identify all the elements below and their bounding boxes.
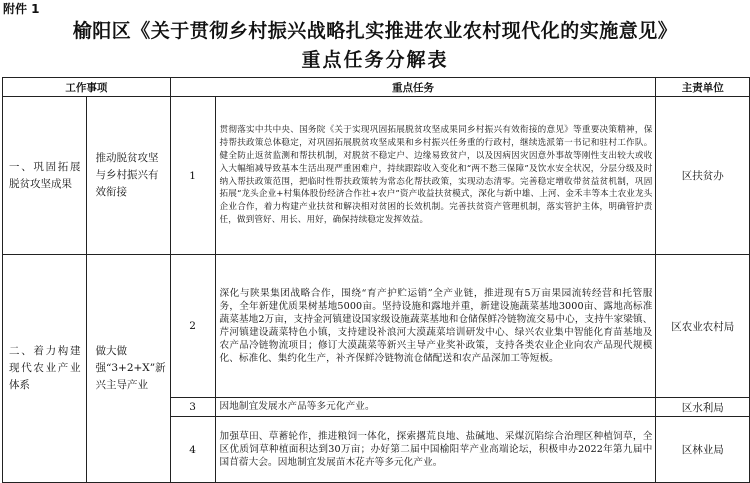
- task-description: 深化与陕果集团战略合作，围绕“育产护贮运销”全产业链，推进现有5万亩果园流转经营和托管服务，全年新建优质果树基地5000亩。坚持设施和露地并重，新建设施蔬菜基地3000亩、露地高标准蔬菜基地2万亩，支持金河镇建设国家级设施蔬菜基地和仓储保鲜冷链物流交易中心，支持牛家梁镇、芹河镇建设蔬菜特色小镇，支持建设补浪河大漠蔬菜培训研发中心、绿兴农业集中智能化育苗基地及农产品冷链物流项目；修订大漠蔬菜等新兴主导产业奖补政策，支持各类农业企业向农产品现代规模化、标准化、集约化生产，补齐保鲜冷链物流仓储配送和农产品深加工等短板。: [215, 255, 656, 398]
- task-description: 贯彻落实中共中央、国务院《关于实现巩固拓展脱贫攻坚成果同乡村振兴有效衔接的意见》等重要决策精神，保持帮扶政策总体稳定，对巩固拓展脱贫攻坚成果和乡村振兴任务重的行政村，继续选派第一书记和驻村工作队。健全防止返贫监测和帮扶机制，对脱贫不稳定户、边缘易致贫户，以及因病因灾因意外事故等刚性支出较大或收入大幅缩减导致基本生活出现严重困难户，持续跟踪收入变化和“两不愁三保障”及饮水安全状况，分层分级及时纳入帮扶政策范围，把临时性帮扶政策转为常态化帮扶政策，实现动态清零。完善稳定增收带贫益贫机制，巩固拓展“龙头企业+村集体股份经济合作社+农户”资产收益扶贫模式，深化与新中雄、上河、金禾丰等本土农业龙头企业合作，着力构建产业扶贫和解决相对贫困的长效机制。完善扶贫资产管理机制，落实管护主体，明确管护责任，做到管好、用长、用好，确保持续稳定发挥效益。: [215, 97, 656, 255]
- task-description: 因地制宜发展水产品等多元化产业。: [215, 398, 656, 417]
- table-row: [3, 97, 750, 255]
- lead-unit: 区林业局: [656, 417, 750, 483]
- lead-unit: 区农业农村局: [656, 255, 750, 398]
- header-work-item: 工作事项: [3, 78, 171, 97]
- table-row: [3, 255, 750, 398]
- document-subtitle: 重点任务分解表: [301, 49, 449, 71]
- attachment-label: 附件 1: [3, 2, 40, 16]
- action-cell: 做大做强“3+2+X”新兴主导产业: [87, 255, 170, 483]
- task-description: 加强草田、草蓄轮作，推进粮饲一体化，探索撂荒良地、盐碱地、采煤沉陷综合治理区种植饲草，全区优质饲草种植面积达到30万亩；办好第二届中国榆阳苹产业高端论坛，积极申办2022年第九届中国苜蓿大会。因地制宜发展苗木花卉等多元化产业。: [215, 417, 656, 483]
- document-title: 榆阳区《关于贯彻乡村振兴战略扎实推进农业农村现代化的实施意见》: [72, 20, 678, 42]
- lead-unit: 区扶贫办: [656, 97, 750, 255]
- task-breakdown-table: [2, 77, 750, 483]
- task-number: 3: [170, 398, 215, 417]
- task-number: 4: [170, 417, 215, 483]
- header-lead-unit: 主责单位: [656, 78, 750, 97]
- lead-unit: 区水利局: [656, 398, 750, 417]
- task-number: 2: [170, 255, 215, 398]
- header-row: [3, 78, 750, 97]
- task-number: 1: [170, 97, 215, 255]
- action-cell: 推动脱贫攻坚与乡村振兴有效衔接: [87, 97, 170, 255]
- header-key-task: 重点任务: [170, 78, 656, 97]
- area-cell: 一、巩固拓展脱贫攻坚成果: [3, 97, 87, 255]
- area-cell: 二、着力构建现代农业产业体系: [3, 255, 87, 483]
